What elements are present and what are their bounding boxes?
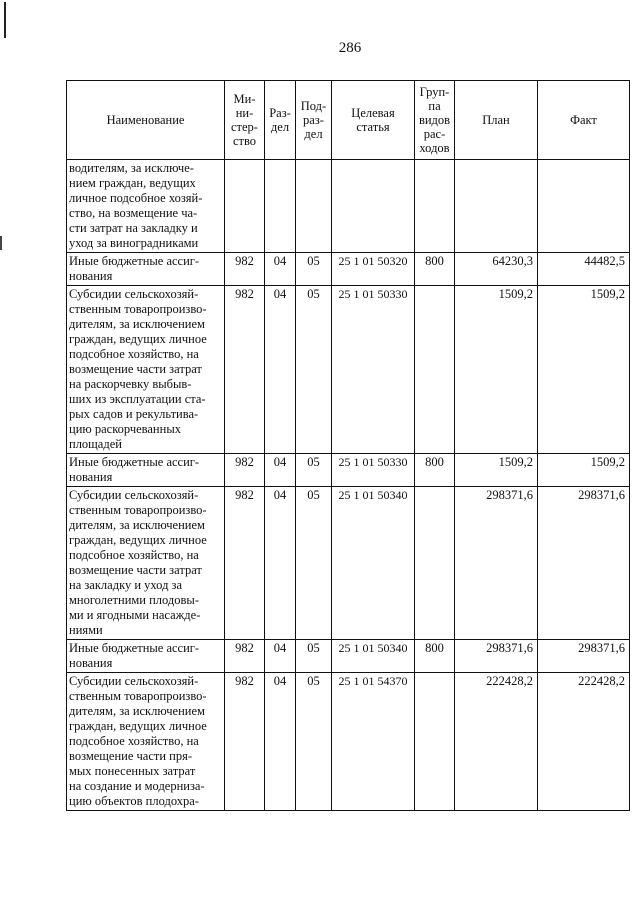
header-subsection <box>296 81 332 160</box>
table-row <box>67 286 630 454</box>
cell-name <box>67 487 225 640</box>
cell-target: 25 1 01 50340 <box>332 487 415 640</box>
cell-section: 04 <box>265 640 296 673</box>
cell-name-line: граждан, ведущих личное <box>69 533 207 547</box>
cell-name-line: подсобное хозяйство, на <box>69 548 199 562</box>
header-group-line: видов <box>418 113 451 127</box>
cell-plan: 64230,3 <box>455 253 538 286</box>
cell-ministry: 982 <box>225 253 265 286</box>
header-group <box>415 81 455 160</box>
cell-plan <box>455 160 538 253</box>
header-ministry-line: ство <box>232 134 257 148</box>
cell-subsection: 05 <box>296 487 332 640</box>
cell-name-line: нования <box>69 470 113 484</box>
cell-plan: 1509,2 <box>455 454 538 487</box>
cell-name-line: ственным товаропроизво- <box>69 689 207 703</box>
cell-name-line: площадей <box>69 437 122 451</box>
header-ministry-line: Ми- <box>233 92 256 106</box>
cell-name-line: на раскорчевку выбыв- <box>69 377 192 391</box>
cell-name-line: возмещение части затрат <box>69 362 202 376</box>
cell-name-line: дителям, за исключением <box>69 317 205 331</box>
cell-target: 25 1 01 50330 <box>332 286 415 454</box>
table-row <box>67 640 630 673</box>
cell-name-line: ниями <box>69 623 103 637</box>
cell-name-line: ми и ягодными насажде- <box>69 608 201 622</box>
cell-name-line: нования <box>69 269 113 283</box>
header-section <box>265 81 296 160</box>
cell-subsection: 05 <box>296 673 332 811</box>
cell-ministry: 982 <box>225 673 265 811</box>
cell-section: 04 <box>265 286 296 454</box>
cell-fact: 1509,2 <box>538 454 630 487</box>
cell-fact: 1509,2 <box>538 286 630 454</box>
cell-plan: 222428,2 <box>455 673 538 811</box>
page-number: 286 <box>338 40 362 56</box>
header-fact: Факт <box>538 81 630 160</box>
cell-section: 04 <box>265 673 296 811</box>
cell-target <box>332 160 415 253</box>
header-subsection-line: Под- <box>300 99 327 113</box>
cell-name-line: на создание и модерниза- <box>69 779 205 793</box>
cell-name-line: нования <box>69 656 113 670</box>
table-row <box>67 673 630 811</box>
cell-subsection: 05 <box>296 454 332 487</box>
cell-group: 800 <box>415 640 455 673</box>
cell-name <box>67 253 225 286</box>
cell-group: 800 <box>415 253 455 286</box>
header-section-line: Раз- <box>269 106 291 120</box>
header-group-line: рас- <box>423 127 446 141</box>
cell-name-line: многолетними плодовы- <box>69 593 199 607</box>
cell-group <box>415 286 455 454</box>
cell-group <box>415 673 455 811</box>
cell-plan: 298371,6 <box>455 640 538 673</box>
cell-fact: 298371,6 <box>538 487 630 640</box>
cell-name-line: ственным товаропроизво- <box>69 503 207 517</box>
cell-subsection: 05 <box>296 253 332 286</box>
cell-subsection <box>296 160 332 253</box>
cell-section: 04 <box>265 253 296 286</box>
cell-name-line: ших из эксплуатации ста- <box>69 392 206 406</box>
cell-plan: 1509,2 <box>455 286 538 454</box>
cell-plan: 298371,6 <box>455 487 538 640</box>
cell-group <box>415 160 455 253</box>
cell-name-line: Субсидии сельскохозяй- <box>69 674 199 688</box>
cell-name <box>67 640 225 673</box>
cell-ministry: 982 <box>225 454 265 487</box>
cell-name-line: дителям, за исключением <box>69 518 205 532</box>
cell-name-line: подсобное хозяйство, на <box>69 347 199 361</box>
cell-subsection: 05 <box>296 640 332 673</box>
scan-edge-mark <box>4 2 6 38</box>
cell-name-line: Иные бюджетные ассиг- <box>69 254 200 268</box>
header-subsection-line: дел <box>304 127 323 141</box>
header-ministry-line: ни- <box>235 106 254 120</box>
cell-ministry: 982 <box>225 640 265 673</box>
cell-ministry <box>225 160 265 253</box>
cell-name-line: цию раскорчеванных <box>69 422 181 436</box>
table-row <box>67 160 630 253</box>
cell-name <box>67 454 225 487</box>
cell-name-line: граждан, ведущих личное <box>69 332 207 346</box>
header-section-line: дел <box>270 120 290 134</box>
header-subsection-line: раз- <box>303 113 324 127</box>
cell-ministry: 982 <box>225 487 265 640</box>
cell-name-line: ство, на возмещение ча- <box>69 206 198 220</box>
cell-target: 25 1 01 54370 <box>332 673 415 811</box>
cell-subsection: 05 <box>296 286 332 454</box>
cell-target: 25 1 01 50340 <box>332 640 415 673</box>
scan-edge-mark <box>0 236 2 250</box>
header-group-line: па <box>428 99 441 113</box>
cell-name-line: уход за виноградниками <box>69 236 199 250</box>
cell-name-line: мых понесенных затрат <box>69 764 196 778</box>
cell-fact: 44482,5 <box>538 253 630 286</box>
cell-section: 04 <box>265 487 296 640</box>
cell-name-line: возмещение части пря- <box>69 749 193 763</box>
cell-group <box>415 487 455 640</box>
cell-section: 04 <box>265 454 296 487</box>
cell-name-line: дителям, за исключением <box>69 704 205 718</box>
cell-name <box>67 673 225 811</box>
cell-name-line: подсобное хозяйство, на <box>69 734 199 748</box>
cell-name-line: водителям, за исключе- <box>69 161 194 175</box>
cell-name-line: рых садов и рекультива- <box>69 407 199 421</box>
header-ministry-line: стер- <box>231 120 258 134</box>
table-row <box>67 454 630 487</box>
cell-group: 800 <box>415 454 455 487</box>
table-row <box>67 253 630 286</box>
header-plan: План <box>455 81 538 160</box>
header-target <box>332 81 415 160</box>
cell-name-line: на закладку и уход за <box>69 578 183 592</box>
cell-section <box>265 160 296 253</box>
cell-name <box>67 160 225 253</box>
cell-fact: 298371,6 <box>538 640 630 673</box>
table-body <box>67 160 630 811</box>
header-target-line: Целевая <box>351 106 395 120</box>
cell-name-line: возмещение части затрат <box>69 563 202 577</box>
header-group-line: ходов <box>419 141 450 155</box>
cell-target: 25 1 01 50320 <box>332 253 415 286</box>
header-group-line: Груп- <box>419 85 450 99</box>
table-row <box>67 487 630 640</box>
cell-name-line: граждан, ведущих личное <box>69 719 207 733</box>
table-header <box>67 81 630 160</box>
cell-fact: 222428,2 <box>538 673 630 811</box>
cell-name <box>67 286 225 454</box>
cell-name-line: личное подсобное хозяй- <box>69 191 203 205</box>
cell-target: 25 1 01 50330 <box>332 454 415 487</box>
cell-name-line: сти затрат на закладку и <box>69 221 198 235</box>
cell-name-line: Иные бюджетные ассиг- <box>69 455 200 469</box>
cell-name-line: Субсидии сельскохозяй- <box>69 287 199 301</box>
cell-name-line: Субсидии сельскохозяй- <box>69 488 199 502</box>
cell-name-line: цию объектов плодохра- <box>69 794 199 808</box>
cell-fact <box>538 160 630 253</box>
header-ministry <box>225 81 265 160</box>
budget-table <box>66 80 630 811</box>
header-name: Наименование <box>67 81 225 160</box>
cell-name-line: Иные бюджетные ассиг- <box>69 641 200 655</box>
cell-name-line: ственным товаропроизво- <box>69 302 207 316</box>
header-target-line: статья <box>356 120 390 134</box>
cell-name-line: нием граждан, ведущих <box>69 176 196 190</box>
cell-ministry: 982 <box>225 286 265 454</box>
